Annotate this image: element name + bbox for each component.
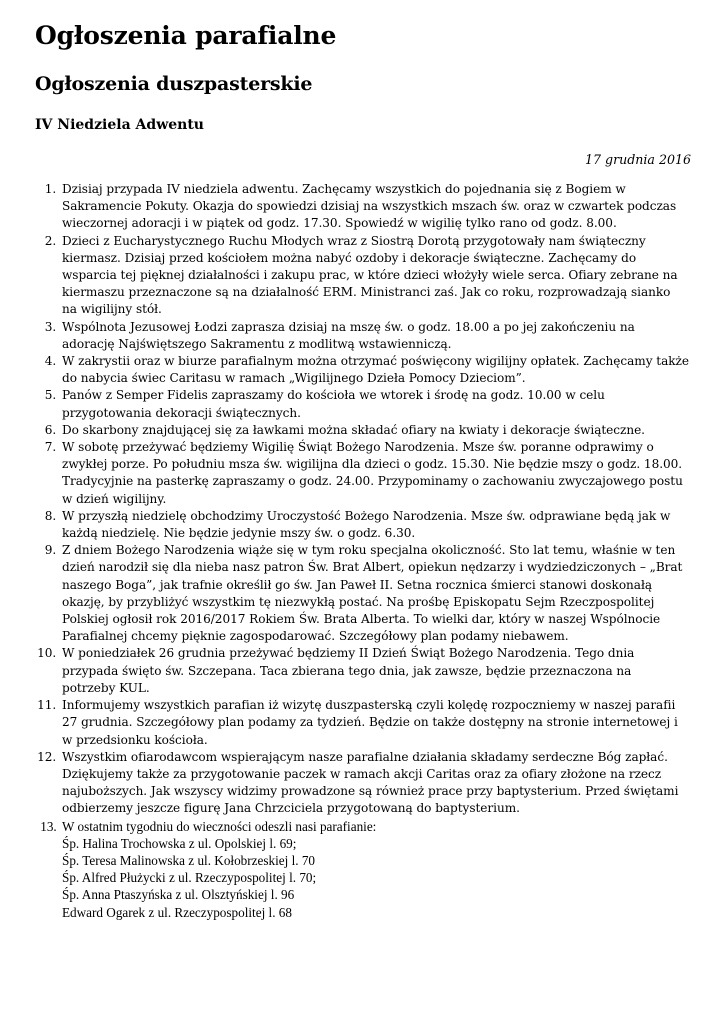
announcement-line: w przedsionku kościoła. bbox=[62, 732, 208, 747]
page-title: Ogłoszenia parafialne bbox=[35, 21, 337, 50]
announcement-line: w dzień wigilijny. bbox=[62, 491, 167, 506]
announcement-line: Dziękujemy także za przygotowanie paczek w ramach akcji Caritas oraz za ofiary złożone na rzecz bbox=[62, 766, 662, 781]
announcement-line: Sakramencie Pokuty. Okazja do spowiedzi dzisiaj na wszystkich mszach św. oraz w czwartek podczas bbox=[62, 199, 677, 214]
announcement-line: naszego Boga”, jak trafnie określił go św. Jan Paweł II. Setna rocznica śmierci stanowi doskonałą bbox=[62, 577, 652, 592]
announcement-item bbox=[60, 697, 691, 749]
announcement-line: kiermaszu przeznaczone są na działalność ERM. Ministranci zaś. Jak co roku, rozprowadzają sianko bbox=[62, 285, 671, 300]
announcement-line: Śp. Halina Trochowska z ul. Opolskiej l. 69; bbox=[62, 835, 297, 851]
announcement-line: każdą niedzielę. Nie będzie jedynie mszy św. o godz. 6.30. bbox=[62, 526, 416, 541]
section-title: Ogłoszenia duszpasterskie bbox=[35, 73, 313, 95]
announcement-line: zwykłej porze. Po południu msza św. wigilijna dla dzieci o godz. 15.30. Nie będzie mszy o godz. 18.00. bbox=[62, 457, 683, 472]
announcement-line: Tradycyjnie na pasterkę zapraszamy o godz. 24.00. Przypominamy o zachowaniu zwyczajowego postu bbox=[62, 474, 683, 489]
announcement-line: okazję, by przybliżyć wszystkim tę niezwykłą postać. Na prośbę Episkopatu Sejm Rzeczpospolitej bbox=[62, 594, 655, 609]
announcement-line: Wszystkim ofiarodawcom wspierającym nasze parafialne działania składamy serdeczne Bóg zapłać. bbox=[62, 749, 668, 764]
announcement-item bbox=[60, 319, 691, 353]
announcement-line: przygotowania dekoracji świątecznych. bbox=[62, 405, 301, 420]
announcement-line: Parafialnej chcemy pięknie zagospodarować. Szczegółowy plan podamy niebawem. bbox=[62, 629, 569, 644]
announcement-line: Edward Ogarek z ul. Rzeczypospolitej l. 68 bbox=[62, 904, 292, 920]
announcement-item bbox=[60, 645, 691, 697]
announcement-line: Polskiej ogłosił rok 2016/2017 Rokiem Św. Brata Alberta. To wielki dar, który w naszej Wspólnocie bbox=[62, 612, 661, 627]
announcement-line: kiermasz. Dzisiaj przed kościołem można nabyć ozdoby i dekoracje świąteczne. Zachęcamy do bbox=[62, 250, 637, 265]
announcement-line: W zakrystii oraz w biurze parafialnym można otrzymać poświęcony wigilijny opłatek. Zachęcamy także bbox=[62, 354, 689, 369]
announcement-item bbox=[60, 508, 691, 542]
announcement-line: 27 grudnia. Szczegółowy plan podamy za tydzień. Będzie on także dostępny na stronie internetowej i bbox=[62, 715, 678, 730]
announcement-line: Śp. Anna Ptaszyńska z ul. Olsztyńskiej l. 96 bbox=[62, 887, 295, 903]
announcement-line: do nabycia świec Caritasu w ramach „Wigilijnego Dzieła Pomocy Dzieciom”. bbox=[62, 371, 526, 386]
announcement-line: Informujemy wszystkich parafian iż wizytę duszpasterską czyli kolędę rozpoczniemy w naszej parafii bbox=[62, 698, 676, 713]
announcement-line: dzień narodził się dla nieba nasz patron Św. Brat Albert, opiekun nędzarzy i wydziedziczonych – „Brat bbox=[62, 560, 683, 575]
announcement-item bbox=[60, 181, 691, 233]
announcement-item bbox=[60, 422, 691, 439]
announcement-item bbox=[60, 818, 691, 921]
announcement-line: W sobotę przeżywać będziemy Wigilię Świąt Bożego Narodzenia. Msze św. poranne odprawimy o bbox=[62, 440, 654, 455]
announcement-line: wsparcia tej pięknej działalności i zakupu prac, w które dzieci włożyły wiele serca. Ofiary zebrane na bbox=[62, 268, 678, 283]
subsection-title: IV Niedziela Adwentu bbox=[35, 117, 204, 133]
announcement-line: W przyszłą niedzielę obchodzimy Uroczystość Bożego Narodzenia. Msze św. odprawiane będą jak w bbox=[62, 508, 671, 523]
announcement-item bbox=[60, 233, 691, 319]
announcement-item bbox=[60, 439, 691, 508]
announcement-line: Do skarbony znajdującej się za ławkami można składać ofiary na kwiaty i dekoracje świąteczne. bbox=[62, 422, 645, 437]
announcement-line: Panów z Semper Fidelis zapraszamy do kościoła we wtorek i środę na godz. 10.00 w celu bbox=[62, 388, 605, 403]
announcement-line: adorację Najświętszego Sakramentu z modlitwą wstawienniczą. bbox=[62, 336, 452, 351]
announcement-line: W ostatnim tygodniu do wieczności odeszli nasi parafianie: bbox=[62, 818, 377, 834]
announcement-line: Z dniem Bożego Narodzenia wiąże się w tym roku specjalna okoliczność. Sto lat temu, właśnie w ten bbox=[62, 543, 676, 558]
announcement-line: potrzeby KUL. bbox=[62, 680, 150, 695]
announcement-date: 17 grudnia 2016 bbox=[585, 152, 691, 167]
announcement-line: odbierzemy jeszcze figurę Jana Chrzciciela przygotowaną do baptysterium. bbox=[62, 801, 520, 816]
announcement-item bbox=[60, 387, 691, 421]
announcement-line: wieczornej adoracji i w piątek od godz. 17.30. Spowiedź w wigilię tylko rano od godz. 8.00. bbox=[62, 216, 617, 231]
announcement-item bbox=[60, 542, 691, 645]
announcement-line: W poniedziałek 26 grudnia przeżywać będziemy II Dzień Świąt Bożego Narodzenia. Tego dnia bbox=[62, 646, 635, 661]
announcement-line: Wspólnota Jezusowej Łodzi zaprasza dzisiaj na mszę św. o godz. 18.00 a po jej zakończeniu na bbox=[62, 319, 635, 334]
announcement-line: na wigilijny stół. bbox=[62, 302, 162, 317]
announcement-item bbox=[60, 353, 691, 387]
announcement-line: przypada święto św. Szczepana. Taca zbierana tego dnia, jak zawsze, będzie przeznaczona na bbox=[62, 663, 632, 678]
announcement-line: Dzisiaj przypada IV niedziela adwentu. Zachęcamy wszystkich do pojednania się z Bogiem w bbox=[62, 182, 626, 196]
announcement-line: Dzieci z Eucharystycznego Ruchu Młodych wraz z Siostrą Dorotą przygotowały nam świąteczny bbox=[62, 233, 646, 248]
document-page bbox=[35, 18, 691, 921]
announcement-list bbox=[35, 181, 691, 921]
announcement-line: Śp. Alfred Płużycki z ul. Rzeczypospolitej l. 70; bbox=[62, 870, 317, 886]
announcement-line: najuboższych. Jak wszyscy widzimy prowadzone są również prace przy baptysterium. Przed świętami bbox=[62, 784, 679, 799]
announcement-item bbox=[60, 749, 691, 818]
announcement-line: Śp. Teresa Malinowska z ul. Kołobrzeskiej l. 70 bbox=[62, 852, 316, 868]
